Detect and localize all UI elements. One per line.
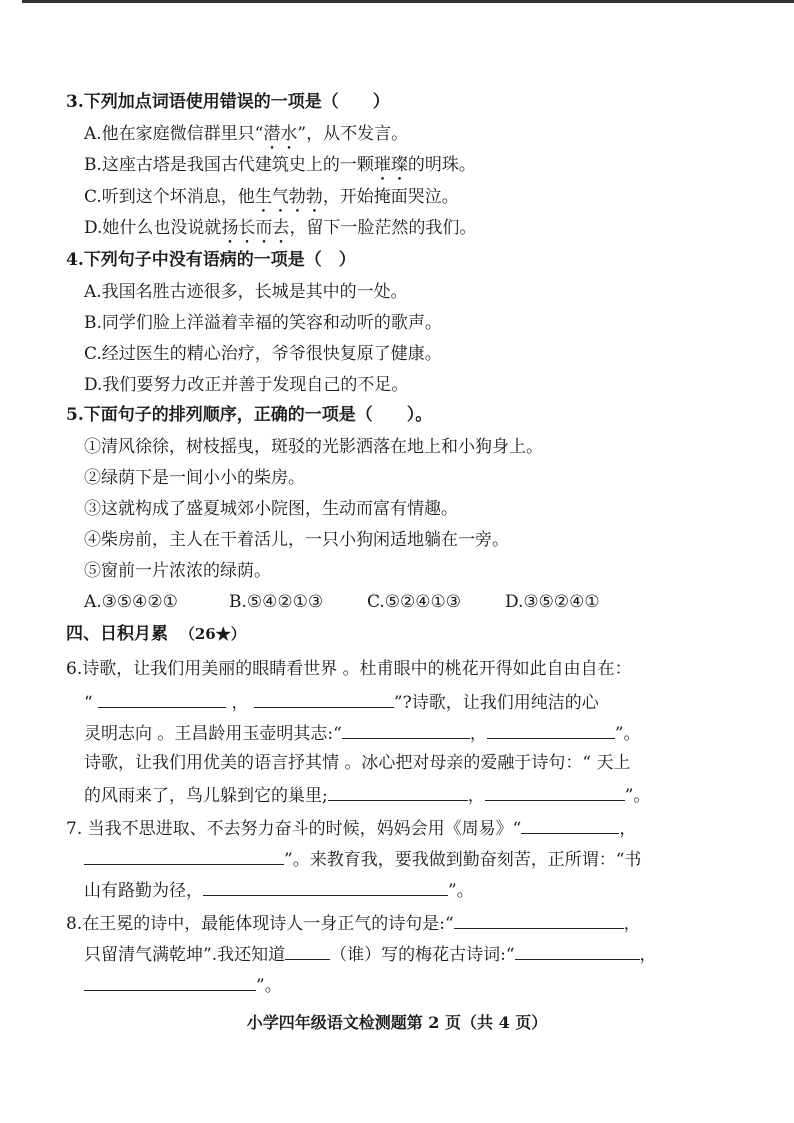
q6-line-2-tail: ”?诗歌，让我们用纯洁的心 xyxy=(393,693,599,713)
q5-sentence-2: ②绿荫下是一间小小的柴房。 xyxy=(84,468,305,488)
q6-blank-6[interactable] xyxy=(485,782,625,801)
q3-option-c xyxy=(84,185,459,217)
q5-option-b: B.⑤④②①③ xyxy=(229,592,324,612)
q6-close-quote-1: ”。 xyxy=(614,724,641,744)
q7-comma-1: ， xyxy=(619,819,637,839)
q3-option-d xyxy=(84,216,476,248)
q3-c-marked-word: 生气勃勃 xyxy=(254,187,323,207)
q6-comma-2: ， xyxy=(469,724,487,744)
q6-comma-1: ， xyxy=(231,693,249,713)
q5-options xyxy=(84,590,600,614)
q4-option-d: D.我们要努力改正并善于发现自己的不足。 xyxy=(84,375,409,395)
q8-line-3 xyxy=(84,972,282,998)
q3-d-marked-word: 扬长而去 xyxy=(221,218,290,238)
q6-line-1: 6.诗歌，让我们用美丽的眼睛看世界 。杜甫眼中的桃花开得如此自由自在： xyxy=(66,659,632,679)
q3-b-after: 的明珠。 xyxy=(407,155,476,175)
q4-option-b: B.同学们脸上洋溢着幸福的笑容和动听的歌声。 xyxy=(84,313,442,333)
q6-line-5-head: 的风雨来了，鸟儿躲到它的巢里; xyxy=(84,786,328,806)
q7-close-quote: ”。 xyxy=(448,881,474,901)
q8-blank-2[interactable] xyxy=(515,941,640,960)
q7-line-3 xyxy=(84,877,474,903)
q3-a-before: A.他在家庭微信群里只“ xyxy=(84,124,264,144)
q5-option-d: D.③⑤②④① xyxy=(505,592,600,612)
section-score: （26★） xyxy=(179,625,246,643)
q6-comma-3: ， xyxy=(467,786,485,806)
q5-sentence-3: ③这就构成了盛夏城郊小院图，生动而富有情趣。 xyxy=(84,499,458,519)
q3-stem: 3.下列加点词语使用错误的一项是（ ） xyxy=(66,92,390,112)
q4-option-c: C.经过医生的精心治疗，爷爷很快复原了健康。 xyxy=(84,344,442,364)
q5-option-a: A.③⑤④②① xyxy=(84,592,178,612)
q8-line-2-mid: （谁）写的梅花古诗词:“ xyxy=(330,945,515,965)
q8-comma-1: ， xyxy=(623,914,641,934)
q8-line-2-head: 只留清气满乾坤”.我还知道 xyxy=(84,945,286,965)
q6-open-quote: “ xyxy=(84,693,93,713)
q8-close-quote: ”。 xyxy=(256,976,282,996)
q6-blank-3[interactable] xyxy=(342,720,470,739)
q6-line-5 xyxy=(84,782,650,808)
q6-line-3 xyxy=(84,720,641,746)
q8-blank-1[interactable] xyxy=(454,910,624,929)
q3-b-marked-word: 璀璨 xyxy=(373,155,408,175)
q6-line-3-head: 灵明志向 。王昌龄用玉壶明其志:“ xyxy=(84,724,342,744)
q3-d-before: D.她什么也没说就 xyxy=(84,218,222,238)
section-heading xyxy=(66,622,246,646)
q5-sentence-4: ④柴房前，主人在干着活儿，一只小狗闲适地躺在一旁。 xyxy=(84,530,509,550)
q5-sentence-5: ⑤窗前一片浓浓的绿荫。 xyxy=(84,561,271,581)
section-title: 四、日积月累 xyxy=(66,624,168,644)
q3-d-after: ，留下一脸茫然的我们。 xyxy=(289,218,477,238)
q8-line-1 xyxy=(66,910,641,936)
q3-a-after: ”，从不发言。 xyxy=(297,124,409,144)
q7-line-1 xyxy=(66,815,636,841)
q6-blank-2[interactable] xyxy=(254,689,394,708)
q7-blank-1[interactable] xyxy=(521,815,619,834)
q5-sentence-1: ①清风徐徐，树枝摇曳，斑驳的光影洒落在地上和小狗身上。 xyxy=(84,437,543,457)
q3-c-before: C.听到这个坏消息，他 xyxy=(84,187,255,207)
q4-option-a: A.我国名胜古迹很多，长城是其中的一处。 xyxy=(84,282,408,302)
q3-b-before: B.这座古塔是我国古代建筑史上的一颗 xyxy=(84,155,374,175)
q6-blank-4[interactable] xyxy=(487,720,615,739)
q3-option-b xyxy=(84,153,476,185)
q8-line-2 xyxy=(84,941,657,967)
q8-comma-2: ， xyxy=(639,945,657,965)
q7-blank-2[interactable] xyxy=(84,846,284,865)
q8-line-1-head: 8.在王冕的诗中，最能体现诗人一身正气的诗句是:“ xyxy=(66,914,454,934)
q4-stem: 4.下列句子中没有语病的一项是（ ） xyxy=(66,250,356,270)
q7-line-2-tail: ”。来教育我，要我做到勤奋刻苦，正所谓：“书 xyxy=(284,850,642,870)
q5-option-c: C.⑤②④①③ xyxy=(367,592,462,612)
q3-a-marked-word: 潜水 xyxy=(263,124,298,144)
page-footer: 小学四年级语文检测题第 2 页（共 4 页） xyxy=(246,1013,548,1032)
q5-stem: 5.下面句子的排列顺序，正确的一项是（ ）。 xyxy=(66,405,433,425)
q7-line-3-head: 山有路勤为径， xyxy=(84,881,203,901)
q3-option-a xyxy=(84,122,408,154)
q3-c-after: ，开始掩面哭泣。 xyxy=(322,187,459,207)
q8-blank-who[interactable] xyxy=(285,941,330,960)
q6-blank-5[interactable] xyxy=(328,782,468,801)
q6-line-2 xyxy=(84,689,599,715)
q6-line-4: 诗歌，让我们用优美的语言抒其情 。冰心把对母亲的爱融于诗句：“ 天上 xyxy=(84,753,631,773)
q6-close-quote-2: ”。 xyxy=(624,786,651,806)
top-border-line xyxy=(22,0,794,3)
q7-line-1-head: 7. 当我不思进取、不去努力奋斗的时候，妈妈会用《周易》“ xyxy=(66,819,522,839)
q6-blank-1[interactable] xyxy=(98,689,226,708)
q7-line-2 xyxy=(84,846,641,872)
q8-blank-3[interactable] xyxy=(84,972,256,991)
q7-blank-3[interactable] xyxy=(203,877,448,896)
